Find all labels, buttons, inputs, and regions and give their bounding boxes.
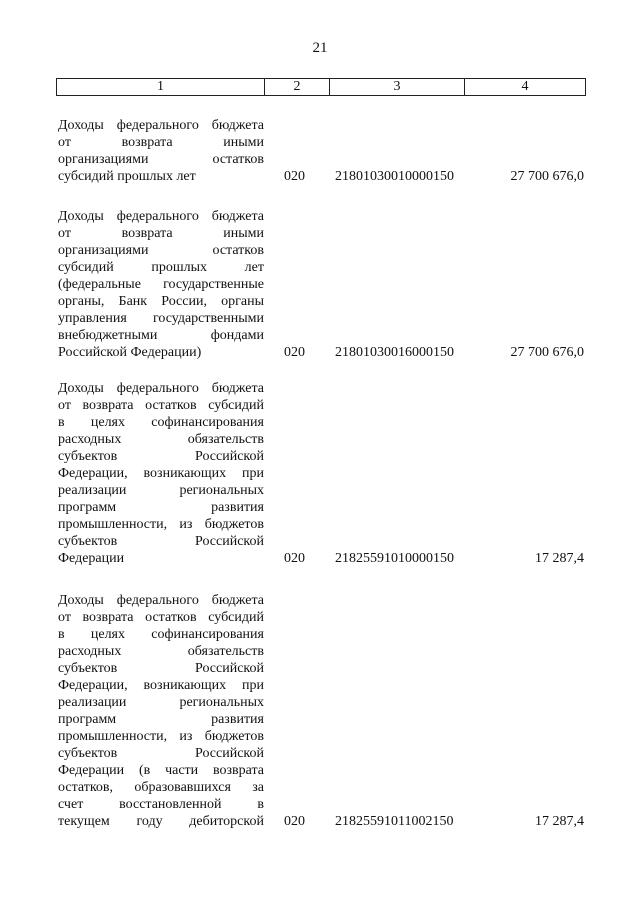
description-word: от xyxy=(58,398,71,413)
description-line xyxy=(58,465,264,482)
description-word: Доходы xyxy=(58,209,104,224)
description-word: счет xyxy=(58,797,84,812)
description-line xyxy=(58,225,264,242)
description-line xyxy=(58,151,264,168)
description-line xyxy=(58,259,264,276)
header-col-1: 1 xyxy=(57,79,265,95)
description-word: образовавшихся xyxy=(134,780,231,795)
description-word: возврата xyxy=(121,135,173,150)
page-number: 21 xyxy=(312,40,328,56)
description-word: расходных xyxy=(58,644,122,659)
description-word: субъектов xyxy=(58,534,118,549)
description-word: возврата xyxy=(82,610,134,625)
description-word: остатков, xyxy=(58,780,114,795)
description-word: в xyxy=(257,797,264,812)
description-word: возврата xyxy=(121,226,173,241)
description-word: (в xyxy=(138,763,151,778)
description-line xyxy=(58,499,264,516)
row-code: 020 xyxy=(284,551,305,566)
description-word: фондами xyxy=(210,328,264,343)
description-word: государственными xyxy=(152,311,264,326)
description-line xyxy=(58,344,264,361)
description-word: лет xyxy=(244,260,264,275)
description-word: программ xyxy=(58,712,117,727)
description-word: от xyxy=(58,226,71,241)
description-word: Федерации, xyxy=(58,678,128,693)
description-line xyxy=(58,533,264,550)
description-word: Федерации xyxy=(58,551,125,566)
description-word: при xyxy=(242,678,264,693)
row-amount: 17 287,4 xyxy=(535,551,584,566)
description-word: расходных xyxy=(58,432,122,447)
description-word: остатков xyxy=(145,398,197,413)
description-line xyxy=(58,677,264,694)
description-line xyxy=(58,609,264,626)
description-word: софинансирования xyxy=(151,627,264,642)
row-code: 020 xyxy=(284,169,305,184)
description-word: субсидий прошлых лет xyxy=(58,169,196,184)
row-kbk: 21801030010000150 xyxy=(335,169,454,184)
header-col-4: 4 xyxy=(521,79,529,94)
description-word: региональных xyxy=(179,695,264,710)
description-line xyxy=(58,380,264,397)
description-word: целях xyxy=(90,415,125,430)
description-word: Российской xyxy=(195,746,264,761)
description-word: Доходы xyxy=(58,118,104,133)
description-word: субсидий xyxy=(208,610,264,625)
description-word: от xyxy=(58,135,71,150)
description-line xyxy=(58,779,264,796)
description-line xyxy=(58,310,264,327)
description-word: развития xyxy=(211,712,264,727)
description-word: реализации xyxy=(58,695,127,710)
row-kbk: 21825591010000150 xyxy=(335,551,454,566)
description-line xyxy=(58,448,264,465)
description-line xyxy=(58,694,264,711)
row-description xyxy=(58,380,264,567)
row-kbk: 21825591011002150 xyxy=(335,814,454,829)
description-word: остатков xyxy=(145,610,197,625)
table-header xyxy=(56,78,586,96)
description-line xyxy=(58,168,264,185)
description-word: части xyxy=(165,763,199,778)
description-word: органы, xyxy=(58,294,105,309)
row-amount: 27 700 676,0 xyxy=(510,345,584,360)
description-word: иными xyxy=(223,135,264,150)
description-word: возврата xyxy=(82,398,134,413)
description-word: обязательств xyxy=(187,644,264,659)
description-word: региональных xyxy=(179,483,264,498)
description-line xyxy=(58,728,264,745)
description-line xyxy=(58,550,264,567)
description-word: из xyxy=(179,729,193,744)
description-word: в xyxy=(58,415,65,430)
description-word: федерального xyxy=(116,593,199,608)
description-word: текущем xyxy=(58,814,110,829)
description-word: в xyxy=(58,627,65,642)
description-line xyxy=(58,482,264,499)
description-word: софинансирования xyxy=(151,415,264,430)
description-word: Федерации xyxy=(58,763,125,778)
description-word: бюджета xyxy=(211,593,264,608)
row-description xyxy=(58,117,264,185)
description-line xyxy=(58,276,264,293)
description-word: Банк xyxy=(118,294,148,309)
row-code: 020 xyxy=(284,345,305,360)
description-word: от xyxy=(58,610,71,625)
description-word: развития xyxy=(211,500,264,515)
description-word: за xyxy=(252,780,264,795)
row-amount: 27 700 676,0 xyxy=(510,169,584,184)
row-kbk: 21801030016000150 xyxy=(335,345,454,360)
header-col-2: 2 xyxy=(265,79,330,95)
description-word: Доходы xyxy=(58,593,104,608)
description-word: возврата xyxy=(212,763,264,778)
description-word: Федерации, xyxy=(58,466,128,481)
description-line xyxy=(58,414,264,431)
description-line xyxy=(58,117,264,134)
description-word: Российской xyxy=(195,534,264,549)
description-word: году xyxy=(136,814,163,829)
description-word: целях xyxy=(90,627,125,642)
description-word: управления xyxy=(58,311,127,326)
description-word: промышленности, xyxy=(58,517,168,532)
row-description xyxy=(58,208,264,361)
description-word: Российской xyxy=(195,449,264,464)
description-word: возникающих xyxy=(143,466,227,481)
description-word: органы xyxy=(221,294,264,309)
description-word: при xyxy=(242,466,264,481)
row-description xyxy=(58,592,264,830)
description-word: бюджетов xyxy=(204,517,264,532)
description-line xyxy=(58,796,264,813)
description-line xyxy=(58,660,264,677)
description-line xyxy=(58,327,264,344)
description-word: возникающих xyxy=(143,678,227,693)
description-word: субъектов xyxy=(58,449,118,464)
description-word: дебиторской xyxy=(189,814,264,829)
description-word: бюджетов xyxy=(204,729,264,744)
description-word: остатков xyxy=(212,243,264,258)
description-word: остатков xyxy=(212,152,264,167)
description-word: Российской Федерации) xyxy=(58,345,202,360)
description-word: субъектов xyxy=(58,746,118,761)
description-word: организациями xyxy=(58,243,149,258)
header-col-3: 3 xyxy=(330,79,465,95)
description-word: из xyxy=(179,517,193,532)
description-line xyxy=(58,762,264,779)
description-word: федерального xyxy=(116,118,199,133)
description-word: бюджета xyxy=(211,381,264,396)
description-word: иными xyxy=(223,226,264,241)
description-line xyxy=(58,592,264,609)
description-line xyxy=(58,242,264,259)
description-line xyxy=(58,431,264,448)
description-line xyxy=(58,134,264,151)
description-word: государственные xyxy=(163,277,264,292)
description-word: внебюджетными xyxy=(58,328,158,343)
description-word: промышленности, xyxy=(58,729,168,744)
description-word: прошлых xyxy=(151,260,208,275)
description-word: федерального xyxy=(116,209,199,224)
description-line xyxy=(58,643,264,660)
description-word: бюджета xyxy=(211,209,264,224)
description-word: Доходы xyxy=(58,381,104,396)
row-amount: 17 287,4 xyxy=(535,814,584,829)
description-line xyxy=(58,208,264,225)
description-word: бюджета xyxy=(211,118,264,133)
description-word: России, xyxy=(161,294,207,309)
description-line xyxy=(58,293,264,310)
description-word: федерального xyxy=(116,381,199,396)
description-line xyxy=(58,745,264,762)
description-word: Российской xyxy=(195,661,264,676)
description-line xyxy=(58,397,264,414)
description-line xyxy=(58,813,264,830)
description-word: восстановленной xyxy=(119,797,222,812)
description-word: обязательств xyxy=(187,432,264,447)
description-word: субсидий xyxy=(208,398,264,413)
description-word: (федеральные xyxy=(58,277,141,292)
description-line xyxy=(58,626,264,643)
description-word: реализации xyxy=(58,483,127,498)
description-word: организациями xyxy=(58,152,149,167)
description-word: программ xyxy=(58,500,117,515)
description-line xyxy=(58,711,264,728)
description-word: субъектов xyxy=(58,661,118,676)
description-line xyxy=(58,516,264,533)
description-word: субсидий xyxy=(58,260,114,275)
row-code: 020 xyxy=(284,814,305,829)
